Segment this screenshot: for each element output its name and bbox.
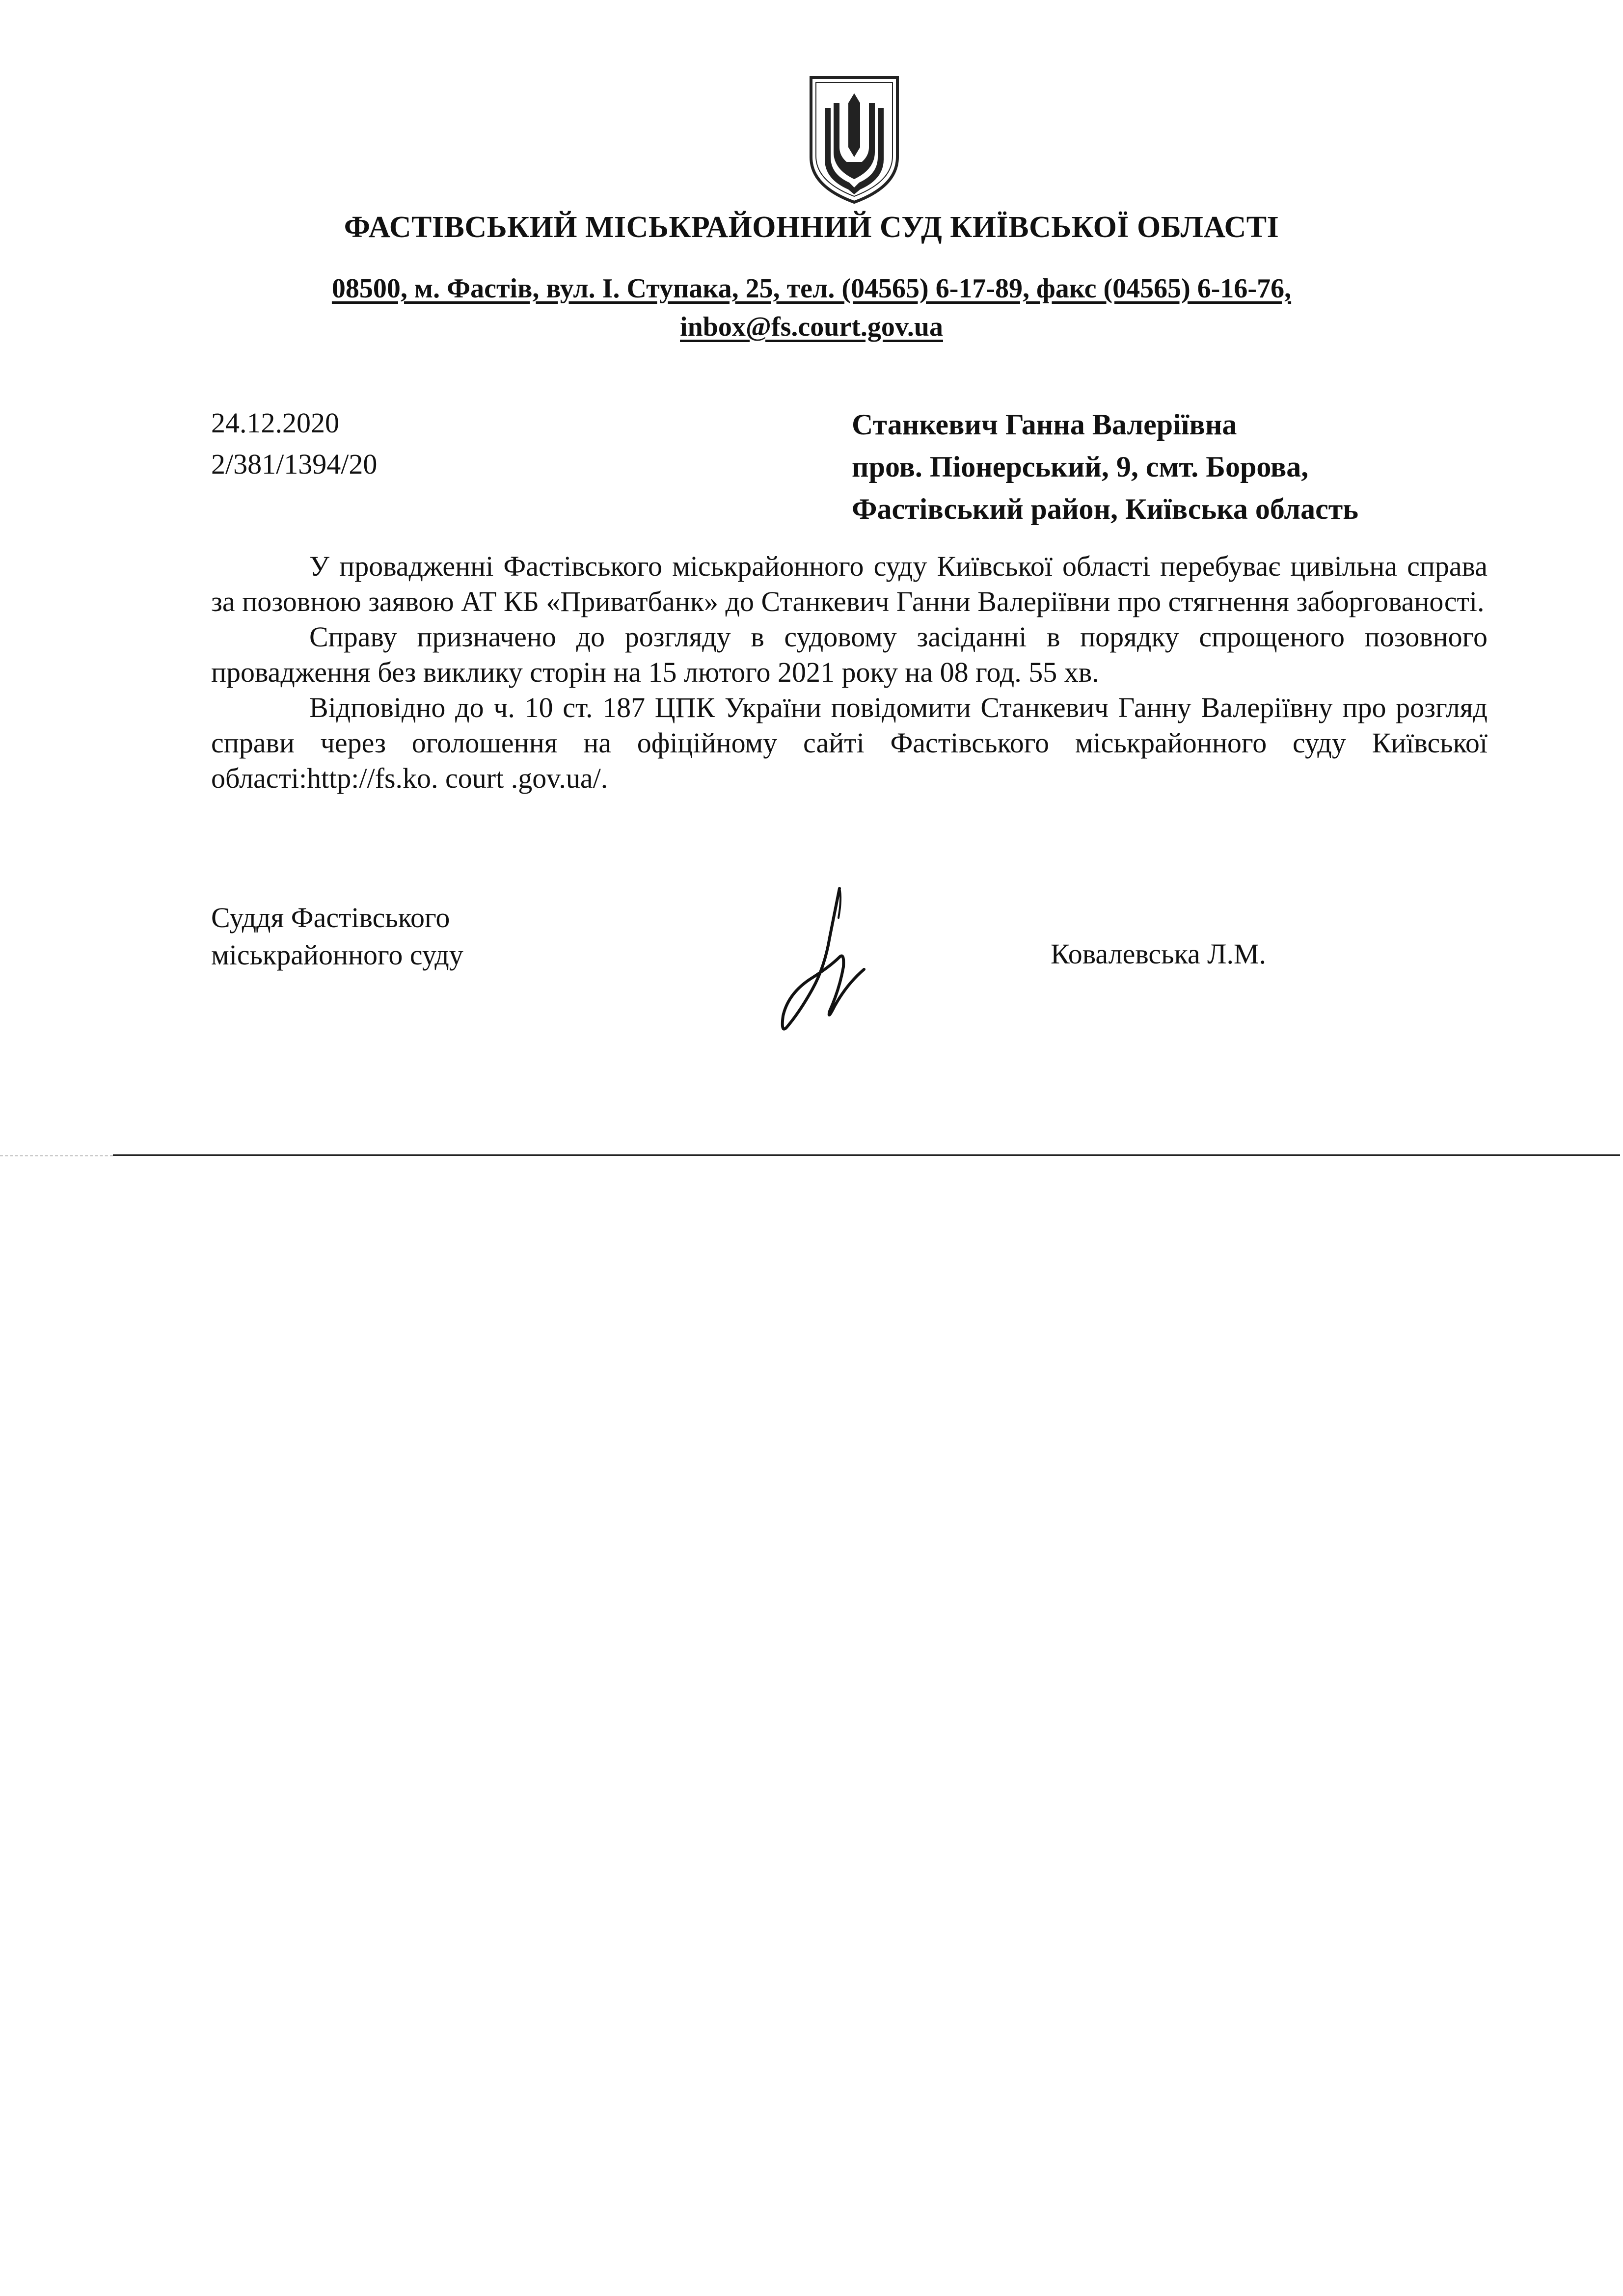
recipient-block (852, 403, 1358, 530)
court-email: inbox@fs.court.gov.ua (680, 312, 943, 342)
recipient-address-line-1: пров. Піонерський, 9, смт. Борова, (852, 451, 1309, 483)
coat-of-arms-icon (805, 74, 903, 206)
page-divider (113, 1154, 1620, 1156)
judge-title-line-1: Суддя Фастівського (211, 902, 450, 934)
judge-title-line-2: міськрайонного суду (211, 939, 463, 971)
document-meta (211, 402, 377, 485)
body-paragraph-1: У провадженні Фастівського міськрайонного суду Київської області перебуває цивільна справа за позовною заявою АТ КБ «Приватбанк» до Станкевич Ганни Валеріївни про стягнення заборгованості. (211, 550, 1488, 617)
case-number: 2/381/1394/20 (211, 448, 378, 480)
body-paragraph-2: Справу призначено до розгляду в судовому засіданні в порядку спрощеного позовного провадження без виклику сторін на 15 лютого 2021 року на 08 год. 55 хв. (211, 621, 1488, 688)
page-divider-faint (0, 1155, 113, 1156)
judge-name: Ковалевська Л.М. (1051, 938, 1267, 970)
recipient-name: Станкевич Ганна Валеріївна (852, 408, 1237, 441)
letter-body (211, 549, 1488, 796)
handwritten-signature-icon (766, 883, 884, 1041)
body-paragraph-3: Відповідно до ч. 10 ст. 187 ЦПК України повідомити Станкевич Ганну Валеріївну про розгляд справи через оголошення на офіційному сайті Фастівського міськрайонного суду Київської області:http://fs.ko. court .gov.ua/. (211, 692, 1488, 794)
court-name: ФАСТІВСЬКИЙ МІСЬКРАЙОННИЙ СУД КИЇВСЬКОЇ ОБЛАСТІ (344, 211, 1279, 244)
document-date: 24.12.2020 (211, 407, 339, 439)
judge-title (211, 899, 463, 974)
court-address-line: 08500, м. Фастів, вул. І. Ступака, 25, тел. (04565) 6-17-89, факс (04565) 6-16-76, (331, 273, 1292, 304)
recipient-address-line-2: Фастівський район, Київська область (852, 493, 1358, 525)
